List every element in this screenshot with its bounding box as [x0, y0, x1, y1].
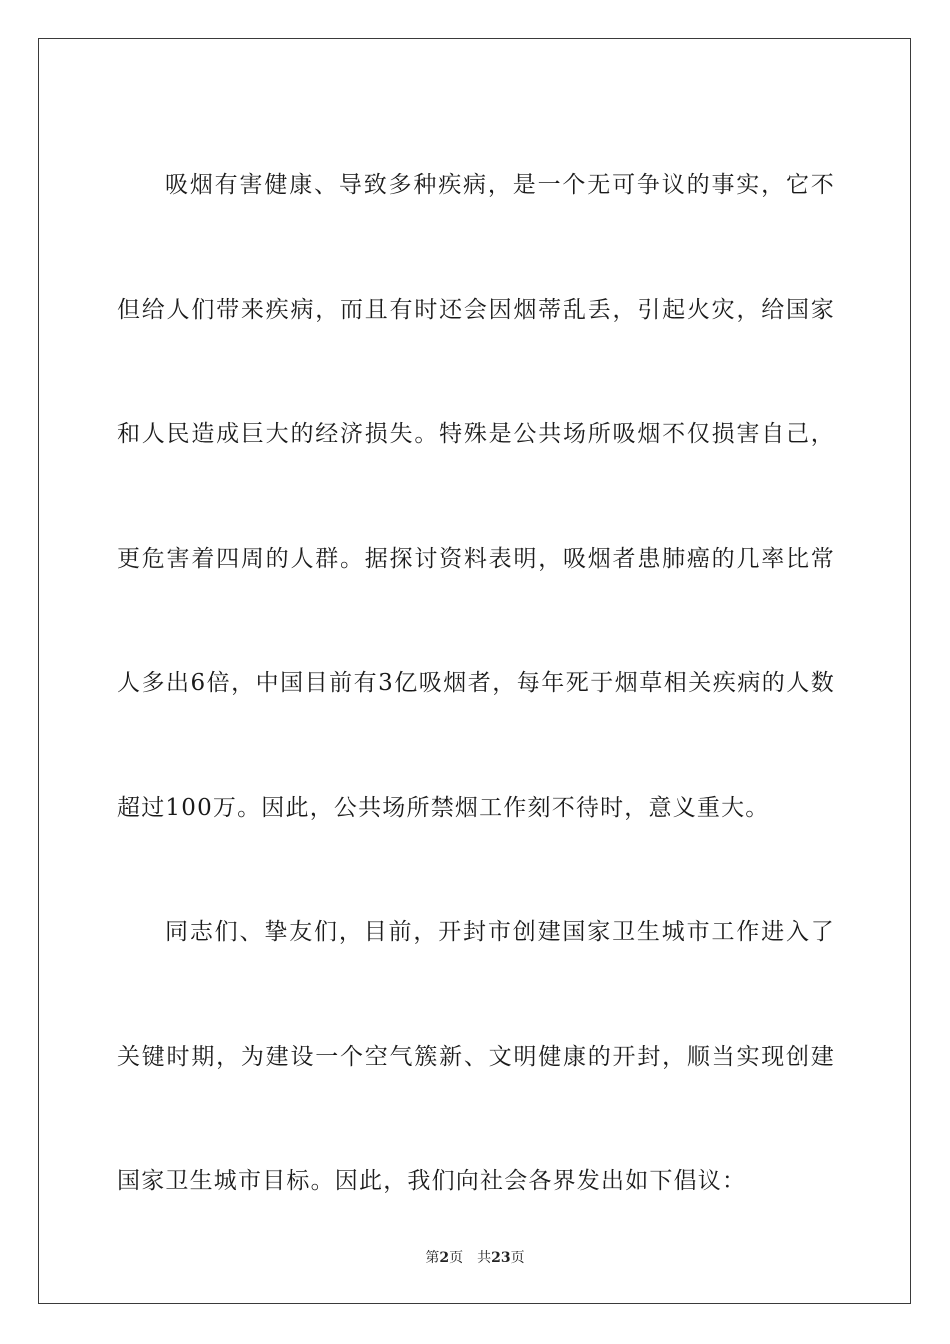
- footer-page-current: 2: [439, 1250, 450, 1266]
- page-footer: [0, 1247, 950, 1267]
- footer-page-total: 23: [491, 1250, 511, 1266]
- footer-total-suffix: 页: [510, 1250, 525, 1266]
- footer-total-prefix: 共: [477, 1250, 492, 1266]
- footer-page-suffix: 页: [449, 1250, 464, 1266]
- footer-page-prefix: 第: [425, 1250, 440, 1266]
- paragraph-2: 同志们、挚友们，目前，开封市创建国家卫生城市工作进入了关键时期，为建设一个空气簇新、文明健康的开封，顺当实现创建国家卫生城市目标。因此，我们向社会各界发出如下倡议：: [117, 919, 835, 1194]
- paragraph-1: 吸烟有害健康、导致多种疾病，是一个无可争议的事实，它不但给人们带来疾病，而且有时还会因烟蒂乱丢，引起火灾，给国家和人民造成巨大的经济损失。特殊是公共场所吸烟不仅损害自己，更危害着四周的人群。据探讨资料表明，吸烟者患肺癌的几率比常人多出6倍，中国目前有3亿吸烟者，每年死于烟草相关疾病的人数超过100万。因此，公共场所禁烟工作刻不待时，意义重大。: [117, 172, 835, 821]
- document-body: [117, 123, 835, 1244]
